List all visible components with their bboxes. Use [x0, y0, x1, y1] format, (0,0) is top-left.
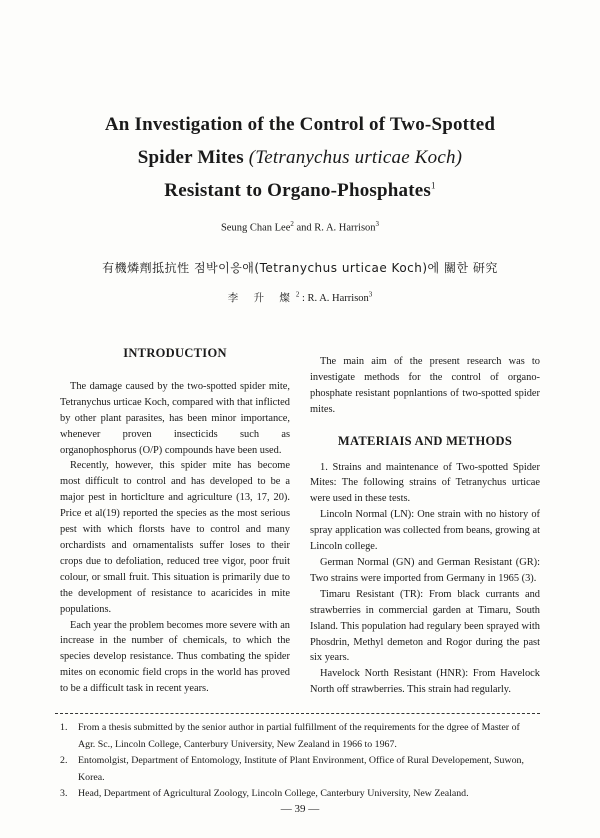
korean-title: 有機燐劑抵抗性 점박이응애(Tetranychus urticae Koch)에 關한 研究	[102, 261, 498, 275]
korean-author-2-mark: 3	[368, 290, 373, 299]
introduction-heading: INTRODUCTION	[123, 346, 227, 360]
intro-paragraph-3: Each year the problem becomes more severe with an increase in the number of chemicals, to which the species develop resistance. Thus combating the spider mites on economic field crops in the world has proved to be a difficult task in recent years.	[60, 619, 290, 695]
footnote-text: Head, Department of Agricultural Zoology, Lincoln College, Canterbury University, New Zealand.	[78, 788, 469, 799]
title-line-2-bold: Spider Mites	[137, 147, 244, 168]
korean-author-1-mark: 2	[295, 290, 300, 299]
methods-paragraph-5: Havelock North Resistant (HNR): From Havelock North off strawberries. This strain had regularly.	[310, 668, 540, 696]
footnote-text: Entomolgist, Department of Entomology, Institute of Plant Environment, Office of Rural Developement, Suwon, Korea.	[78, 755, 524, 783]
author-line	[0, 220, 600, 234]
methods-paragraph-2: Lincoln Normal (LN): One strain with no history of spray application was collected from beans, growing at Lincoln college.	[310, 509, 540, 553]
intro-paragraph-1: The damage caused by the two-spotted spider mite, Tetranychus urticae Koch, compared with that inflicted by other plant parasites, has been minor importance, whenever proven insecticids such as organophosphorus (O/P) compounds have been used.	[60, 380, 290, 456]
title-line-3-text: Resistant to Organo-Phosphates	[164, 180, 432, 201]
author-conj: and	[293, 222, 315, 234]
footnote-number: 3.	[60, 788, 68, 799]
title-line-2	[0, 147, 600, 169]
methods-paragraph-3: German Normal (GN) and German Resistant (GR): Two strains were imported from Germany in 1965 (3).	[310, 556, 540, 584]
left-column	[60, 346, 290, 697]
title-line-1: An Investigation of the Control of Two-Spotted	[104, 114, 496, 135]
title-line-2-species: (Tetranychus urticae Koch)	[243, 147, 463, 168]
footnote-text: From a thesis submitted by the senior author in partial fulfillment of the requirements for the dgree of Master of Agr. Sc., Lincoln College, Canterbury University, New Zealand in 1966 to 1967.	[78, 722, 520, 750]
footnote	[60, 753, 538, 786]
page-number: — 39 —	[280, 803, 320, 815]
title-line-3	[0, 180, 600, 202]
korean-author-1: 李 升 燦	[227, 292, 296, 304]
intro-paragraph-2: Recently, however, this spider mite has become most difficult to control and has developed to be a major pest in horticlture and agriculture (13, 17, 20). Price et al(19) reported the species as the most serious pest with which florsts have to control and many orchardists and ornamentalists suffer loses to their crops due to defoliation, reduced tree vigor, poor fruit colour, or small fruit. This situation is primarily due to the development of resistance to acaricides in mite populations.	[60, 460, 290, 615]
title-footnote-mark: 1	[431, 180, 436, 191]
korean-author-2: R. A. Harrison	[307, 293, 369, 304]
footnote-number: 2.	[60, 755, 68, 766]
korean-author-line	[0, 290, 600, 305]
methods-paragraph-4: Timaru Resistant (TR): From black currants and strawberries in commercial garden at Timaru, South Island. This population had regulary been sprayed with Phosdrin, Methyl demeton and Rogor during the past six years.	[310, 588, 540, 664]
footnotes	[60, 720, 538, 803]
footnote-number: 1.	[60, 722, 68, 733]
methods-heading: MATERIAIS AND METHODS	[337, 433, 513, 448]
author-1-mark: 2	[290, 220, 294, 228]
right-column	[310, 354, 540, 698]
footnote-divider	[55, 713, 540, 714]
aim-paragraph: The main aim of the present research was to investigate methods for the control of organo-phosphate resistant popnlantions of two-spotted spider mites.	[310, 356, 540, 415]
author-1: Seung Chan Lee	[220, 222, 291, 234]
author-2-mark: 3	[375, 220, 380, 228]
korean-author-sep: :	[299, 293, 308, 304]
footnote	[60, 720, 538, 753]
author-2: R. A. Harrison	[314, 222, 376, 234]
methods-paragraph-1: 1. Strains and maintenance of Two-spotted Spider Mites: The following strains of Tetranychus urticae were used in these tests.	[310, 461, 540, 505]
footnote	[60, 786, 538, 803]
